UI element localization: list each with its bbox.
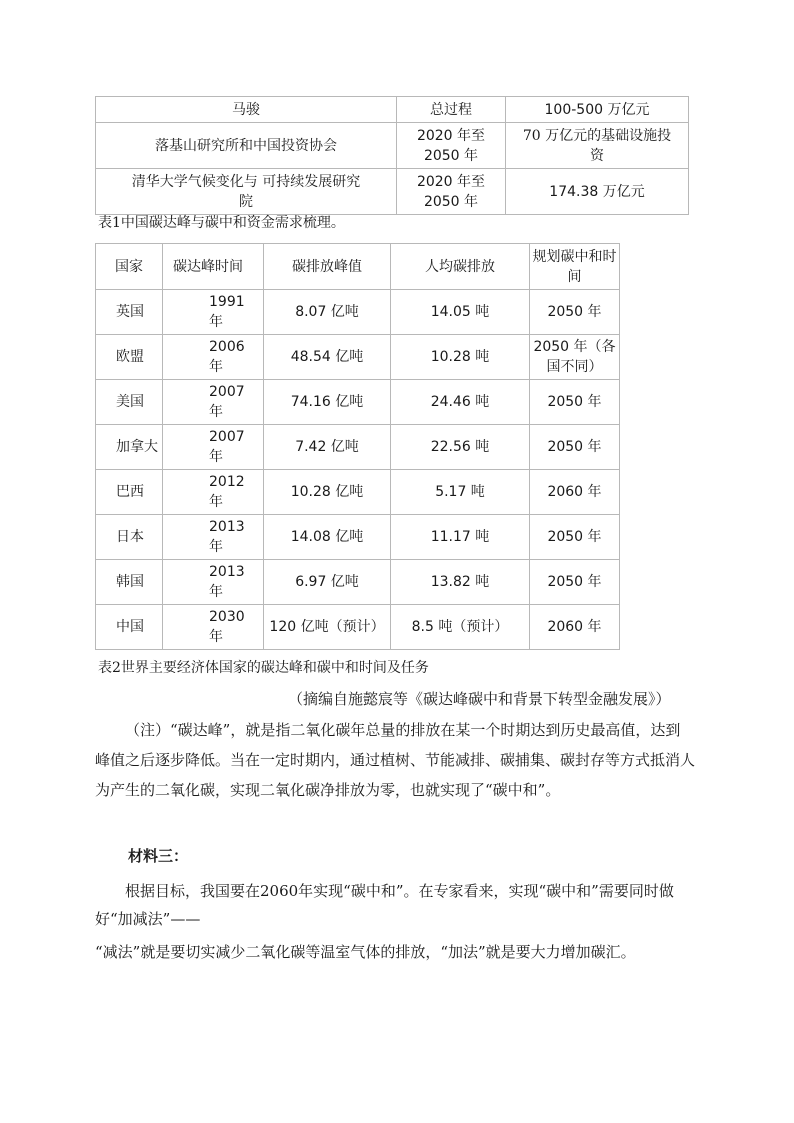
per-capita-cell: 13.82 吨 [391, 560, 530, 605]
peak-value-cell: 10.28 亿吨 [264, 470, 391, 515]
table-cell: 2020 年至 2050 年 [397, 123, 506, 169]
section-heading: 材料三： [128, 847, 189, 865]
table-row [96, 515, 620, 560]
neutral-year-cell: 2050 年 [530, 515, 620, 560]
table-body [96, 290, 620, 650]
country-cell: 韩国 [96, 560, 163, 605]
neutral-year-cell: 2060 年 [530, 470, 620, 515]
peak-value-cell: 7.42 亿吨 [264, 425, 391, 470]
per-capita-cell: 5.17 吨 [391, 470, 530, 515]
table-cell: 70 万亿元的基础设施投资 [506, 123, 689, 169]
table-cell: 174.38 万亿元 [506, 169, 689, 215]
table-row [96, 425, 620, 470]
neutral-year-cell: 2050 年 [530, 560, 620, 605]
table-row [96, 560, 620, 605]
country-cell: 日本 [96, 515, 163, 560]
country-cell: 中国 [96, 605, 163, 650]
table-row [96, 605, 620, 650]
neutral-year-cell: 2050 年（各国不同） [530, 335, 620, 380]
source-citation: （摘编自施懿宸等《碳达峰碳中和背景下转型金融发展》） [288, 690, 671, 708]
header-cell: 国家 [96, 244, 163, 290]
table-row [96, 169, 689, 215]
neutral-year-cell: 2050 年 [530, 290, 620, 335]
neutral-year-cell: 2060 年 [530, 605, 620, 650]
peak-year-cell: 2007 年 [163, 425, 264, 470]
table-cell: 落基山研究所和中国投资协会 [96, 123, 397, 169]
table-cell: 总过程 [397, 97, 506, 123]
peak-year-cell: 2013 年 [163, 560, 264, 605]
table2-caption: 表2世界主要经济体国家的碳达峰和碳中和时间及任务 [98, 660, 429, 676]
table-cell: 清华大学气候变化与 可持续发展研究院 [96, 169, 397, 215]
per-capita-cell: 24.46 吨 [391, 380, 530, 425]
per-capita-cell: 11.17 吨 [391, 515, 530, 560]
peak-year-cell: 2006 年 [163, 335, 264, 380]
carbon-peak-table [95, 243, 620, 650]
neutral-year-cell: 2050 年 [530, 425, 620, 470]
paragraph: “减法”就是要切实减少二氧化碳等温室气体的排放，“加法”就是要大力增加碳汇。 [95, 943, 636, 961]
table-header-row [96, 244, 620, 290]
peak-value-cell: 120 亿吨（预计） [264, 605, 391, 650]
table-row [96, 290, 620, 335]
table1-caption: 表1中国碳达峰与碳中和资金需求梳理。 [98, 215, 345, 231]
table-row [96, 123, 689, 169]
peak-value-cell: 14.08 亿吨 [264, 515, 391, 560]
funding-table [95, 96, 689, 215]
header-cell: 碳排放峰值 [264, 244, 391, 290]
peak-value-cell: 8.07 亿吨 [264, 290, 391, 335]
header-cell: 碳达峰时间 [163, 244, 264, 290]
header-cell: 人均碳排放 [391, 244, 530, 290]
country-cell: 巴西 [96, 470, 163, 515]
per-capita-cell: 8.5 吨（预计） [391, 605, 530, 650]
peak-year-cell: 1991 年 [163, 290, 264, 335]
country-cell: 加拿大 [96, 425, 163, 470]
table-cell: 100-500 万亿元 [506, 97, 689, 123]
peak-year-cell: 2012 年 [163, 470, 264, 515]
peak-year-cell: 2013 年 [163, 515, 264, 560]
peak-value-cell: 48.54 亿吨 [264, 335, 391, 380]
country-cell: 英国 [96, 290, 163, 335]
peak-year-cell: 2007 年 [163, 380, 264, 425]
country-cell: 美国 [96, 380, 163, 425]
note-paragraph: （注）“碳达峰”，就是指二氧化碳年总量的排放在某一个时期达到历史最高值，达到峰值之后逐步降低。当在一定时期内，通过植树、节能减排、碳捕集、碳封存等方式抵消人为产生的二氧化碳，实现二氧化碳净排放为零，也就实现了“碳中和”。 [95, 721, 696, 799]
per-capita-cell: 10.28 吨 [391, 335, 530, 380]
per-capita-cell: 14.05 吨 [391, 290, 530, 335]
peak-value-cell: 74.16 亿吨 [264, 380, 391, 425]
table-row [96, 470, 620, 515]
peak-year-cell: 2030 年 [163, 605, 264, 650]
table-row [96, 380, 620, 425]
table-row [96, 97, 689, 123]
paragraph: 根据目标，我国要在2060年实现“碳中和”。在专家看来，实现“碳中和”需要同时做好“加减法”—— [95, 882, 674, 928]
table-cell: 马骏 [96, 97, 397, 123]
table-cell: 2020 年至 2050 年 [397, 169, 506, 215]
table-row [96, 335, 620, 380]
header-cell: 规划碳中和时间 [530, 244, 620, 290]
neutral-year-cell: 2050 年 [530, 380, 620, 425]
per-capita-cell: 22.56 吨 [391, 425, 530, 470]
peak-value-cell: 6.97 亿吨 [264, 560, 391, 605]
country-cell: 欧盟 [96, 335, 163, 380]
